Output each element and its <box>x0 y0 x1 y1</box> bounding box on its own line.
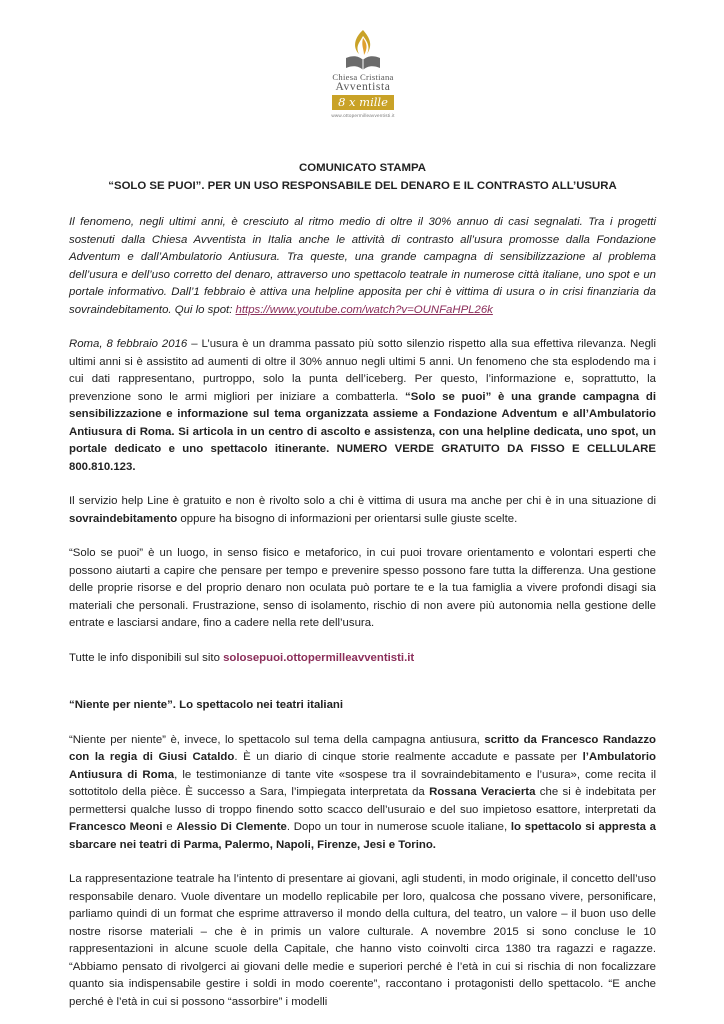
p5-text-4: che si è indebitata per permettersi qualche lusso di troppo finendo sotto scacco dell’usuraio e del suo impietoso esattore, interpretati da <box>69 786 656 816</box>
paragraph-6: La rappresentazione teatrale ha l’intento di presentare ai giovani, agli studenti, in modo originale, il concetto dell’uso responsabile denaro. Vuole diventare un modello replicabile per loro, qualcosa che possano vivere, personificare, parliamo quindi di un format che esprime attraverso il mondo della cultura, del teatro, un valore – il buon uso delle nostre risorse materiali – che è in primis un valore culturale. A novembre 2015 si sono concluse le 10 rappresentazioni in alcune scuole della Capitale, che hanno visto coinvolti circa 1380 tra ragazzi e ragazze. “Abbiamo pensato di rivolgerci ai giovani delle medie e superiori perché è l’età in cui si rischia di non focalizzare quanto sia indispensabile gestire i soldi in modo coerente”, raccontano i protagonisti dello spettacolo. “E anche perché è l’età in cui si possono “assorbire” i modelli <box>69 873 656 1008</box>
paragraph-2 <box>69 493 656 528</box>
logo-badge: 8 x mille <box>332 95 394 110</box>
document-body <box>69 160 656 1011</box>
paragraph-1-text: – L’usura è un dramma passato più sotto silenzio rispetto alla sua effettiva rilevanza. Negli ultimi anni si è assistito ad aumenti di oltre il 30% annuo negli ultimi 5 anni. Un fenomeno che sta esplodendo ma i cui dati rappresentano, purtroppo, solo la punta dell’iceberg. Per questo, l’informazione e, soprattutto, la prevenzione sono le armi migliori per iniziare a combatterla. <box>69 338 656 403</box>
logo-name-line1: Chiesa Cristiana <box>332 72 394 82</box>
p5-bold-4: Francesco Meoni <box>69 821 163 833</box>
paragraph-3: “Solo se puoi” è un luogo, in senso fisico e metaforico, in cui puoi trovare orientamento e volontari esperti che possono aiutarti a capire che pensare per tempo e prevenire spesso possono fare tutta la differenza. Una gestione delle proprie risorse e del proprio denaro non oculata può portare te e la tua famiglia a vivere profondi disagi sia materiali che personali. Frustrazione, senso di isolamento, rischio di non avere più autonomia nella gestione delle entrate e lasciarsi andare, fino a cadere nella rete dell’usura. <box>69 547 656 629</box>
p5-text-2: . È un diario di cinque storie realmente accadute e passate per <box>234 751 583 763</box>
paragraph-4 <box>69 650 656 668</box>
p5-bold-1: scritto da Francesco Randazzo con la regia di Giusi Cataldo <box>69 733 656 763</box>
paragraph-2-text-after: oppure ha bisogno di informazioni per orientarsi sulle giuste scelte. <box>177 512 518 525</box>
press-release-label: COMUNICATO STAMPA <box>299 162 426 174</box>
p5-bold-2: l’Ambulatorio Antiusura di Roma <box>69 751 656 781</box>
p5-text-5: e <box>162 821 177 833</box>
paragraph-5 <box>69 732 656 855</box>
intro-text: Il fenomeno, negli ultimi anni, è cresciuto al ritmo medio di oltre il 30% annuo di casi segnalati. Tra i progetti sostenuti dalla Chiesa Avventista in Italia anche le attività di contrasto all’usura promosse dalla Fondazione Adventum e dall’Ambulatorio Antiusura. Tra queste, una grande campagna di sensibilizzazione al problema dell’usura e dell’uso corretto del denaro, attraverso uno spettacolo teatrale in numerose città italiane, uno spot e un portale informativo. Dall’1 febbraio è attiva una helpline apposita per chi è vittima di usura o in crisi finanziaria da sovraindebitamento. Qui lo spot: <box>69 216 656 316</box>
paragraph-1 <box>69 336 656 476</box>
section-heading: “Niente per niente”. Lo spettacolo nei teatri italiani <box>69 699 344 711</box>
p5-bold-6: lo spettacolo si appresta a sbarcare nei teatri di Parma, Palermo, Napoli, Firenze, Jesi e Torino. <box>69 821 656 851</box>
youtube-link[interactable]: https://www.youtube.com/watch?v=OUNFaHPL26k <box>235 303 493 316</box>
paragraph-2-bold: sovraindebitamento <box>69 512 178 525</box>
paragraph-1-bold: “Solo se puoi” è una grande campagna di sensibilizzazione e informazione sul tema organizzata assieme a Fondazione Adventum e all’Ambulatorio Antiusura di Roma. Si articola in un centro di ascolto e assistenza, con una helpline dedicata, uno spot, un portale dedicato e uno spettacolo itinerante. NUMERO VERDE GRATUITO DA FISSO E CELLULARE 800.810.123. <box>69 390 656 473</box>
paragraph-4-text: Tutte le info disponibili sul sito <box>69 651 224 664</box>
p5-text-1: “Niente per niente” è, invece, lo spettacolo sul tema della campagna antiusura, <box>69 733 485 746</box>
website-link[interactable]: solosepuoi.ottopermilleavventisti.it <box>223 651 415 664</box>
p5-text-3: , le testimonianze di tante vite «sospese tra il sovraindebitamento e l’usura», come recita il sottotitolo della pièce. È successo a Sara, l’impiegata interpretata da <box>69 768 656 798</box>
flame-book-icon <box>343 28 383 72</box>
p5-bold-5: Alessio Di Clemente <box>176 821 287 833</box>
logo <box>318 28 408 120</box>
intro-paragraph <box>69 214 656 319</box>
paragraph-2-text: Il servizio help Line è gratuito e non è rivolto solo a chi è vittima di usura ma anche per chi è in una situazione di <box>69 495 656 507</box>
logo-name-line2: Avventista <box>335 81 391 93</box>
p5-text-6: . Dopo un tour in numerose scuole italiane, <box>286 821 511 833</box>
page-title: “SOLO SE PUOI”. PER UN USO RESPONSABILE DEL DENARO E IL CONTRASTO ALL’USURA <box>108 179 617 192</box>
logo-url: www.ottopermilleavventisti.it <box>331 113 395 118</box>
p5-bold-3: Rossana Veracierta <box>429 786 536 798</box>
dateline: Roma, 8 febbraio 2016 <box>69 338 188 350</box>
